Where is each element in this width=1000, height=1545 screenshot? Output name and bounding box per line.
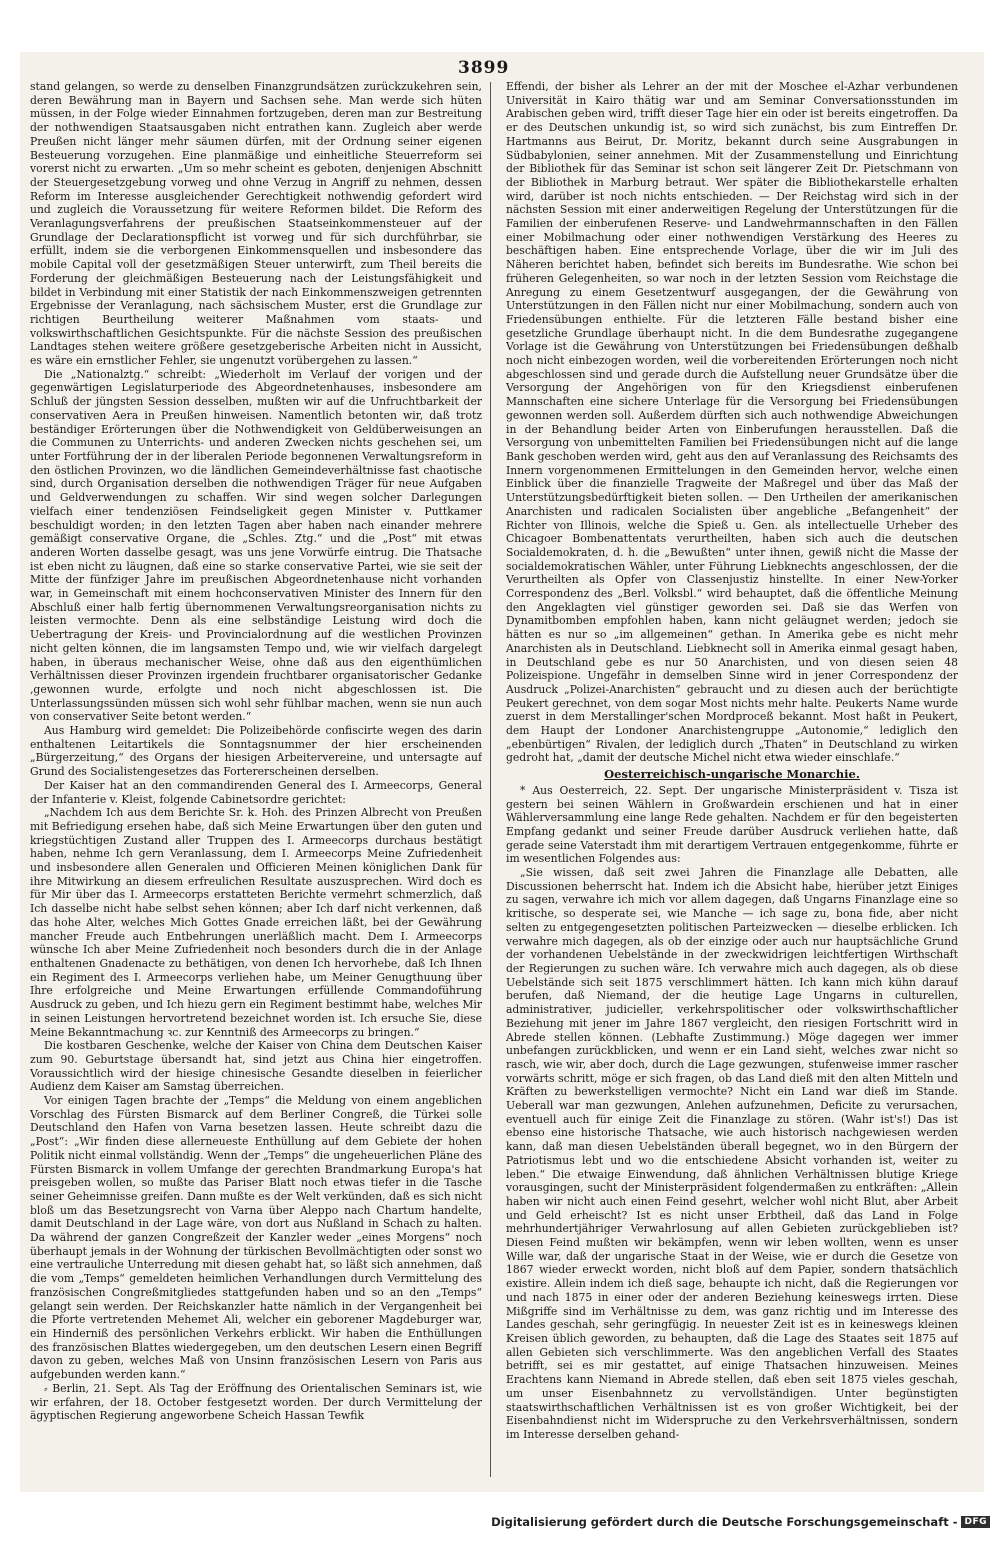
dfg-footer [491,1515,990,1529]
paragraph: Die kostbaren Geschenke, welche der Kaiser von China dem Deutschen Kaiser zum 90. Geburtstage übersandt hat, sind jetzt aus China hier eingetroffen. Voraussichtlich wird der hiesige chinesische Gesandte dieselben in feierlicher Audienz dem Kaiser am Samstag überreichen. [30,1039,482,1094]
paragraph: Der Kaiser hat an den commandirenden General des I. Armeecorps, General der Infanterie v. Kleist, folgende Cabinetsordre gerichtet: [30,778,482,806]
footer-text: Digitalisierung gefördert durch die Deutsche Forschungsgemeinschaft - [491,1515,958,1529]
column-divider [490,82,491,1477]
paragraph: „Nachdem Ich aus dem Berichte Sr. k. Hoh. des Prinzen Albrecht von Preußen mit Befriedigung ersehen habe, daß sich Meine Erwartungen über den guten und kriegstüchtigen Zustand aller Truppen des I. Armeecorps durchaus bestätigt haben, nehme Ich gern Veranlassung, dem I. Armeecorps Meine Zufriedenheit und insbesondere allen Generalen und Officieren Meinen königlichen Dank für ihre Mitwirkung an diesem erfreulichen Resultate auszusprechen. Wird doch es für Mir über das I. Armeecorps erstatteten Berichte vermehrt schmerzlich, daß Ich dasselbe nicht habe selbst sehen können; aber Ich darf nicht verkennen, daß das hohe Alter, welches Mich Gottes Gnade erreichen läßt, bei der Gewährung mancher Freude auch Entbehrungen unerläßlich macht. Dem I. Armeecorps wünsche Ich aber Meine Zufriedenheit noch besonders durch die in der Anlage enthaltenen Gnadenacte zu bethätigen, von denen Ich hervorhebe, daß Ich Ihnen ein Regiment des I. Armeecorps verliehen habe, um Meiner Genugthuung über Ihre erfolgreiche und Meine Erwartungen erfüllende Commandoführung Ausdruck zu geben, und Ich hiezu gern ein Regiment bestimmt habe, welches Mir in seinen Leistungen hervortretend bezeichnet worden ist. Ich ersuche Sie, diese Meine Bekanntmachung ꝛc. zur Kenntniß des Armeecorps zu bringen.“ [30,806,482,1039]
paragraph: Die „Nationalztg.“ schreibt: „Wiederholt im Verlauf der vorigen und der gegenwärtigen Legislaturperiode des Abgeordnetenhauses, insbesondere am Schluß der jüngsten Session desselben, mußten wir auf die Unfruchtbarkeit der conservativen Aera in Preußen hinweisen. Namentlich betonten wir, daß trotz beständiger Erörterungen über die Nothwendigkeit von Geldüberweisungen an die Communen zu Unterrichts- und anderen Zwecken nichts geschehen sei, um unter Fortführung der in der liberalen Periode begonnenen Verwaltungsreform in den östlichen Provinzen, wo die ländlichen Gemeindeverhältnisse fast chaotische sind, durch Organisation derselben die nothwendigen Träger für neue Aufgaben und Geldverwendungen zu schaffen. Wir sind wegen solcher Darlegungen vielfach einer tendenziösen Feindseligkeit gegen Minister v. Puttkamer beschuldigt worden; in den letzten Tagen aber haben nach einander mehrere gemäßigt conservative Organe, die „Schles. Ztg.“ und die „Post“ mit etwas anderen Worten dasselbe gesagt, was uns jene Vorwürfe eintrug. Die Thatsache ist eben nicht zu läugnen, daß eine so starke conservative Partei, wie sie seit der Mitte der fünfziger Jahre im preußischen Abgeordnetenhause nicht vorhanden war, in Gemeinschaft mit einem hochconservativen Minister des Innern für den Abschluß einer halb fertig übernommenen Verwaltungsreorganisation nichts zu leisten vermochte. Denn als eine selbständige Leistung wird doch die Uebertragung der Kreis- und Provincialordnung auf die westlichen Provinzen nicht gelten können, die im langsamsten Tempo und, wie wir vielfach dargelegt haben, in überaus mechanischer Weise, ohne daß aus den eigenthümlichen Verhältnissen dieser Provinzen irgendein fruchtbarer organisatorischer Gedanke ‚gewonnen wurde, erfolgte und noch nicht abgeschlossen ist. Die Unterlassungssünden müssen sich wohl sehr fühlbar machen, wenn sie nun auch von conservativer Seite betont werden.“ [30,367,482,724]
dfg-logo: DFG [961,1516,990,1528]
paragraph: „Sie wissen, daß seit zwei Jahren die Finanzlage alle Debatten, alle Discussionen beherrscht hat. Indem ich die Absicht habe, hierüber jetzt Einiges zu sagen, verwahre ich mich vor allem dagegen, daß Ungarns Finanzlage eine so kritische, so desperate sei, wie Manche — ich sage zu, bona fide, aber nicht selten zu entgegengesetzten politischen Parteizwecken — dieselbe erblicken. Ich verwahre mich dagegen, als ob der einzige oder auch nur hauptsächliche Grund der vorhandenen Uebelstände in der zweckwidrigen leichtfertigen Wirthschaft der Regierungen zu suchen wäre. Ich verwahre mich auch dagegen, als ob diese Uebelstände sich seit 1875 verschlimmert hätten. Ich kann mich kühn darauf berufen, daß Niemand, der die heutige Lage Ungarns in culturellen, administrativer, judicieller, verkehrspolitischer oder volkswirthschaftlicher Beziehung mit jener im Jahre 1867 vergleicht, den riesigen Fortschritt wird in Abrede stellen können. (Lebhafte Zustimmung.) Möge dagegen wer immer unbefangen zurückblicken, und wenn er ein Land sieht, welches zwar nicht so rasch, wie wir, aber doch, durch die Lage gezwungen, stufenweise immer rascher vorwärts schritt, möge er sich fragen, ob das Land dieß mit den alten Mitteln und Kräften zu bewerkstelligen vermochte? Nicht ein Land war dieß im Stande. Ueberall war man gezwungen, Anlehen aufzunehmen, Deficite zu verursachen, eventuell auch für einige Zeit die Finanzlage zu stören. (Wahr ist's!) Das ist ebenso eine historische Thatsache, wie auch historisch nachgewiesen werden kann, daß man diesen Uebelständen überall begegnet, wo in den Bürgern der Patriotismus lebt und wo die entschiedene Absicht vorhanden ist, weiter zu leben.“ Die etwaige Einwendung, daß ähnlichen Verhältnissen blutige Kriege vorausgingen, sucht der Ministerpräsident folgendermaßen zu entkräften: „Allein haben wir nicht auch einen Feind gesehrt, welcher wohl nicht Blut, aber Arbeit und Geld erheischt? Ist es nicht unser Erbtheil, daß das Land in Folge mehrhundertjähriger Verwahrlosung auf allen Gebieten zurückgeblieben ist? Diesen Feind mußten wir bekämpfen, wenn wir leben wollten, wenn es unser Wille war, daß der ungarische Staat in der Weise, wie er durch die Gesetze von 1867 wieder erweckt worden, nicht bloß auf dem Papier, sondern thatsächlich existire. Allein indem ich dieß sage, behaupte ich nicht, daß die Regierungen vor und nach 1875 in einer oder der anderen Beziehung keineswegs irrten. Diese Mißgriffe sind im Verhältnisse zu dem, was ganz richtig und im Interesse des Landes geschah, sehr geringfügig. In neuester Zeit ist es in keineswegs kleinen Kreisen üblich geworden, zu behaupten, daß die Lage des Staates seit 1875 auf allen Gebieten sich verschlimmerte. Was den angeblichen Verfall des Staates betrifft, sei es mir gestattet, auf einige Thatsachen hinzuweisen. Meines Erachtens kann Niemand in Abrede stellen, daß eben seit 1875 vieles geschah, um unser Eisenbahnnetz zu vervollständigen. Unter begünstigten staatswirthschaftlichen Verhältnissen ist es von großer Wichtigkeit, bei der Eisenbahndienst nicht im Widerspruche zu den Verkehrsverhältnissen, sondern im Interesse derselben gehand- [506,866,958,1441]
right-column [506,80,958,1480]
paragraph: Vor einigen Tagen brachte der „Temps“ die Meldung von einem angeblichen Vorschlag des Fürsten Bismarck auf dem Berliner Congreß, die Türkei solle Deutschland den Hafen von Varna besetzen lassen. Heute schreibt dazu die „Post“: „Wir finden diese allerneueste Enthüllung auf dem Gebiete der hohen Politik nicht einmal vollständig. Wenn der „Temps“ die ungeheuerlichen Pläne des Fürsten Bismarck in vollem Umfange der gerechten Brandmarkung Europa's hat preisgeben wollen, so mußte das Pariser Blatt noch etwas tiefer in die Tasche seiner Geheimnisse greifen. Dann mußte es der Welt verkünden, daß es sich nicht bloß um das Besetzungsrecht von Varna über Aleppo nach Chartum handelte, damit Deutschland in der Lage wäre, von dort aus Nußland in Schach zu halten. Da während der ganzen Congreßzeit der Kanzler weder „eines Morgens“ noch überhaupt jemals in der Wohnung der türkischen Bevollmächtigten oder sonst wo eine vertrauliche Unterredung mit diesen gehabt hat, so läßt sich annehmen, daß die vom „Temps“ gemeldeten heimlichen Verhandlungen durch Vermittelung des französischen Congreßmitgliedes stattgefunden haben und so an den „Temps“ gelangt sein werden. Der Reichskanzler hatte nämlich in der Vergangenheit bei die Pforte vertretenden Mehemet Ali, welcher ein geborener Magdeburger war, ein Hinderniß des persönlichen Verkehrs erblickt. Wir haben die Enthüllungen des französischen Blattes wiedergegeben, um den deutschen Lesern einen Begriff davon zu geben, welches Maß von Unsinn französischen Lesern von Paris aus aufgebunden werden kann.“ [30,1094,482,1382]
paragraph: stand gelangen, so werde zu denselben Finanzgrundsätzen zurückzukehren sein, deren Bewährung man in Bayern und Sachsen sehe. Man werde sich hüten müssen, in der Folge wieder Einnahmen fortzugeben, deren man zur Bestreitung der nothwendigen Staatsausgaben nicht entrathen kann. Zugleich aber werde Preußen nicht länger mehr säumen dürfen, mit der Ordnung seiner eigenen Besteuerung vorzugehen. Eine planmäßige und einheitliche Steuerreform sei vorerst nicht zu erwarten. „Um so mehr scheint es geboten, denjenigen Abschnitt der Steuergesetzgebung vorweg und ohne Verzug in Angriff zu nehmen, dessen Reform im Interesse ausgleichender Gerechtigkeit nothwendig gefordert wird und zugleich die Voraussetzung für weitere Reformen bildet. Die Reform des Veranlagungsverfahrens der preußischen Staatseinkommensteuer auf der Grundlage der Declarationspflicht ist vorweg und für sich durchführbar, sie erfüllt, indem sie die verborgenen Einkommensquellen und insbesondere das mobile Capital voll der gesetzmäßigen Steuer unterwirft, zum Theil bereits die Forderung der gleichmäßigen Besteuerung nach der Leistungsfähigkeit und bildet in Verbindung mit einer Statistik der nach Einkommenszweigen getrennten Ergebnisse der Veranlagung, nach sächsischem Muster, erst die Grundlage zur richtigen Beurtheilung weiterer Maßnahmen vom staats- und volkswirthschaftlichen Gesichtspunkte. Für die nächste Session des preußischen Landtages stehen weitere größere gesetzgeberische Arbeiten nicht in Aussicht, es wäre ein ernstlicher Fehler, sie ungenutzt vorübergehen zu lassen.“ [30,80,482,368]
section-heading: Oesterreichisch-ungarische Monarchie. [604,767,860,782]
left-column [30,80,482,1480]
page-number: 3899 [458,58,510,78]
paragraph: Effendi, der bisher als Lehrer an der mit der Moschee el-Azhar verbundenen Universität in Kairo thätig war und am Seminar Conversationsstunden im Arabischen geben wird, trifft dieser Tage hier ein oder ist bereits eingetroffen. Da er des Deutschen unkundig ist, so wird sich zunächst, bis zum Eintreffen Dr. Hartmanns aus Beirut, Dr. Moritz, bekannt durch seine Ausgrabungen in Südbabylonien, seiner annehmen. Mit der Zusammenstellung und Einrichtung der Bibliothek für das Seminar ist schon seit längerer Zeit Dr. Pietschmann von der Bibliothek in Marburg betraut. Wer später die Bibliothekarstelle erhalten wird, darüber ist noch nichts entschieden. — Der Reichstag wird sich in der nächsten Session mit einer anderweitigen Regelung der Unterstützungen für die Familien der einberufenen Reserve- und Landwehrmannschaften in den Fällen einer Mobilmachung oder einer nothwendigen Verstärkung des Heeres zu beschäftigen haben. Eine entsprechende Vorlage, über die wir im Juli des Näheren berichtet haben, befindet sich bereits im Bundesrathe. Wie schon bei früheren Gelegenheiten, so war noch in der letzten Session vom Reichstage die Anregung zu einem Gesetzentwurf ausgegangen, der die Gewährung von Unterstützungen in den Fällen nicht nur einer Mobilmachung, sondern auch von Friedensübungen enthielte. Für die letzteren Fälle bestand bisher eine gesetzliche Grundlage überhaupt nicht. In die dem Bundesrathe zugegangene Vorlage ist die Gewährung von Unterstützungen bei Friedensübungen deßhalb noch nicht einbezogen worden, weil die vorbereitenden Erörterungen noch nicht abgeschlossen sind und gerade durch die Aufstellung neuer Grundsätze über die Versorgung der Angehörigen von für den Kriegsdienst einberufenen Mannschaften eine sichere Unterlage für die Versorgung bei Friedensübungen gewonnen werden soll. Außerdem dürften sich auch nothwendige Abweichungen in der Behandlung beider Arten von Einberufungen herausstellen. Daß die Versorgung von unbemittelten Familien bei Friedensübungen nicht auf die lange Bank geschoben werden wird, geht aus den auf Veranlassung des Reichsamts des Innern vorgenommenen Ermittelungen in den Gemeinden hervor, welche einen Einblick über die finanzielle Tragweite der Maßregel und über das Maß der Unterstützungsbedürftigkeit bieten sollen. — Den Urtheilen der amerikanischen Anarchisten und radicalen Socialisten über angebliche „Befangenheit“ der Richter von Illinois, welche die Spieß u. Gen. als intellectuelle Urheber des Chicagoer Bombenattentats verurtheilten, haben sich auch die deutschen Socialdemokraten, d. h. die „Bewußten“ unter ihnen, gewiß nicht die Masse der socialdemokratischen Wähler, unter Führung Liebknechts angeschlossen, der die Verurtheilten als Opfer von Classenjustiz hinstellte. In einer New-Yorker Correspondenz des „Berl. Volksbl.“ wird behauptet, daß die öffentliche Meinung den Angeklagten viel günstiger geworden sei. Daß sie das Werfen von Dynamitbomben empfohlen haben, kann nicht geläugnet werden; jedoch sie hätten es nur so „im allgemeinen“ gethan. In Amerika gebe es nicht mehr Anarchisten als in Deutschland. Liebknecht soll in Amerika einmal gesagt haben, in Deutschland gebe es nur 50 Anarchisten, und von diesen seien 48 Polizeispione. Ungefähr in demselben Sinne wird in jener Correspondenz der Ausdruck „Polizei-Anarchisten“ gebraucht und zu diesen auch der berüchtigte Peukert gerechnet, von dem sogar Most nichts mehr halte. Peukerts Name wurde zuerst in dem Merstallinger'schen Mordproceß bekannt. Most haßt in Peukert, dem Haupt der Londoner Anarchistengruppe „Autonomie,“ lediglich den „ebenbürtigen“ Rivalen, der lediglich durch „Thaten“ in Deutschland zu wirken gedroht hat, „damit der deutsche Michel nicht etwa wieder einschlafe.“ [506,80,958,765]
paragraph: Aus Hamburg wird gemeldet: Die Polizeibehörde confiscirte wegen des darin enthaltenen Leitartikels die Sonntagsnummer der hier erscheinenden „Bürgerzeitung,“ des Organs der hiesigen Arbeitervereine, und untersagte auf Grund des Socialistengesetzes das Fortererscheinen derselben. [30,724,482,779]
paragraph: ⸗ Berlin, 21. Sept. Als Tag der Eröffnung des Orientalischen Seminars ist, wie wir erfahren, der 18. October festgesetzt worden. Der durch Vermittelung der ägyptischen Regierung angeworbene Scheich Hassan Tewfik [30,1381,482,1423]
paragraph: * Aus Oesterreich, 22. Sept. Der ungarische Ministerpräsident v. Tisza ist gestern bei seinen Wählern in Großwardein erschienen und hat in einer Wählerversammlung eine lange Rede gehalten. Nachdem er für den begeisterten Empfang gedankt und seiner Freude darüber Ausdruck verliehen hatte, daß gerade seine Vaterstadt ihm mit derartigem Vertrauen entgegenkomme, führte er im wesentlichen Folgendes aus: [506,783,958,866]
